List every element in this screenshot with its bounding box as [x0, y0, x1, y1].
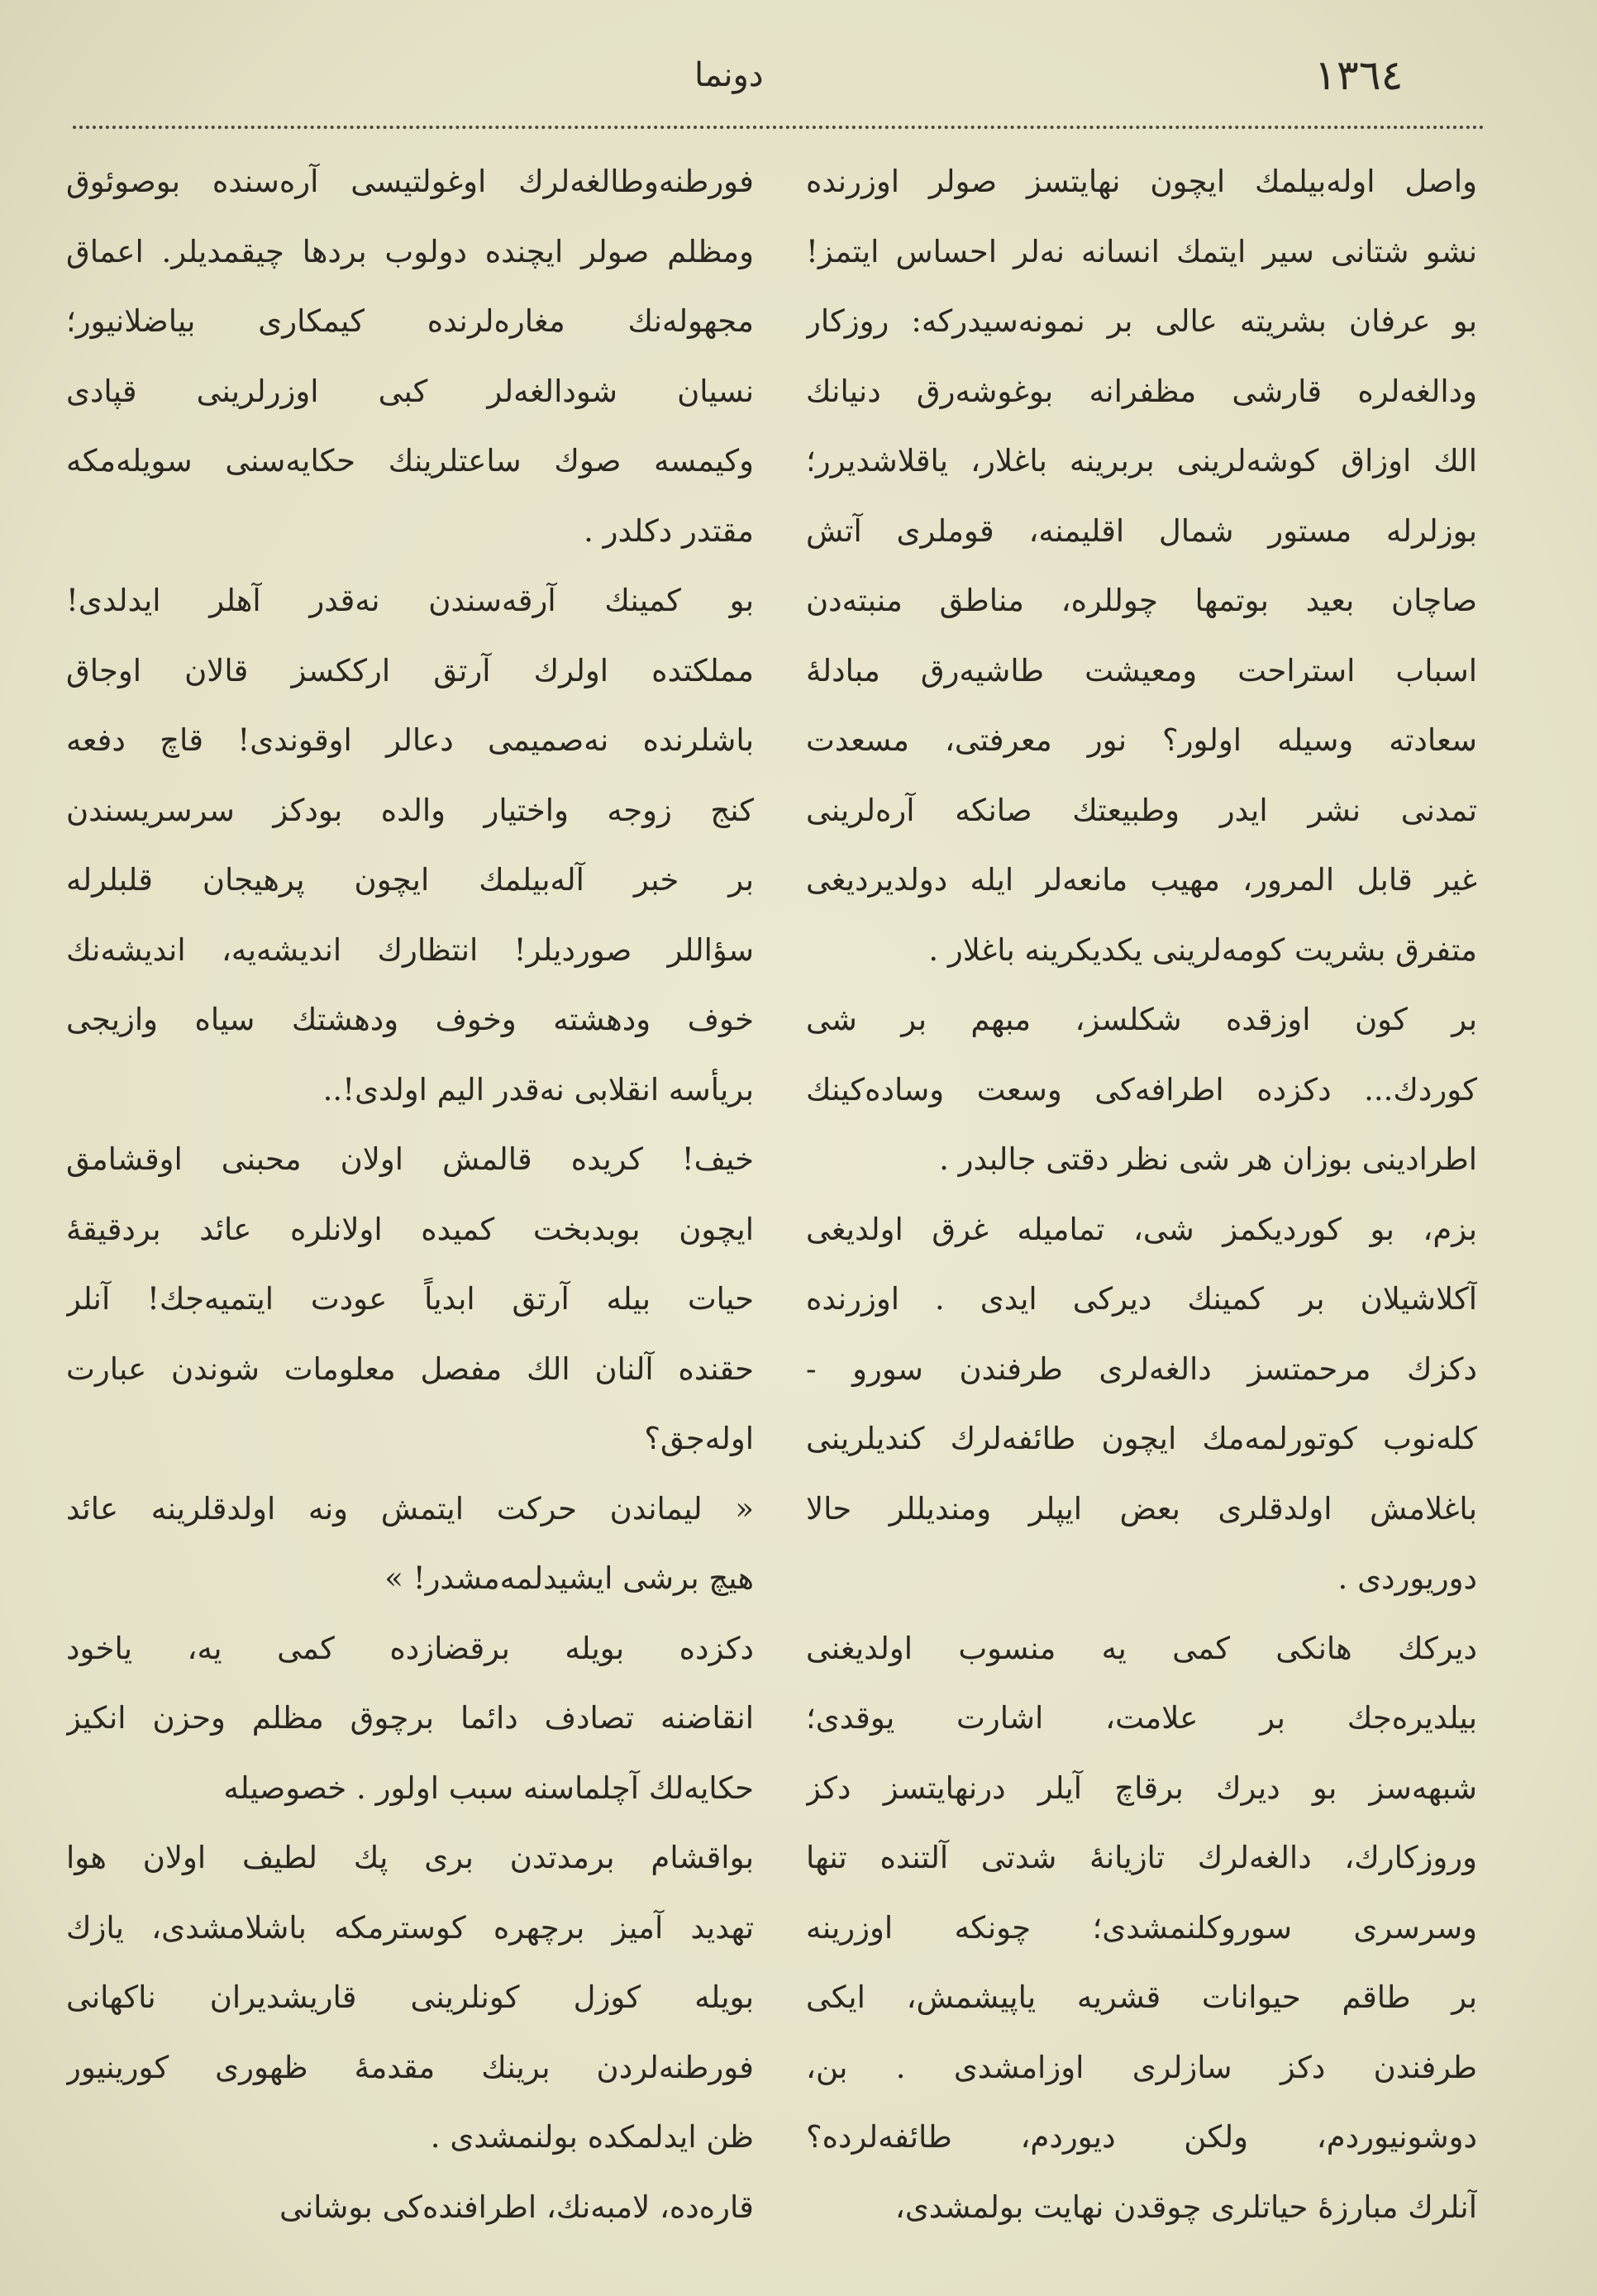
text-line: باغلامش اولدقلری بعض ایپلر ومندیللر حالا	[806, 1490, 1477, 1527]
text-line: دیرکك هانکی کمی یە منسوب اولدیغنی	[806, 1630, 1477, 1666]
left-text-column	[66, 147, 754, 2242]
text-line: کنج زوجە واختیار والدە بودکز سرسریسندن	[66, 792, 754, 828]
text-line: سؤاللر صوردیلر! انتظارك اندیشەیە، اندیشەنك	[66, 931, 754, 968]
text-line: بر طاقم حیوانات قشریە یاپیشمش، ایکی	[806, 1979, 1477, 2015]
text-line: حکایەلك آچلماسنە سبب اولور . خصوصیلە	[223, 1770, 754, 1806]
text-line: تمدنی نشر ایدر وطبیعتك صانكە آرەلرینی	[806, 792, 1477, 828]
text-line: اسباب استراحت ومعیشت طاشیەرق مبادلۀ	[806, 652, 1477, 688]
page-number: ١٣٦٤	[1314, 51, 1404, 99]
running-title: دونما	[694, 56, 764, 94]
text-line: خوف ودهشتە وخوف ودهشتك سیاه وازیجی	[66, 1002, 754, 1037]
text-line: وکیمسە صوك ساعتلرینك حکایەسنی سویلەمکە	[66, 443, 754, 479]
text-line: بیلدیرەجك بر علامت، اشارت یوقدی؛	[806, 1700, 1477, 1736]
text-line: بر کون اوزقدە شکلسز، مبهم بر شی	[806, 1002, 1477, 1037]
text-line: اولەجق؟	[644, 1421, 754, 1456]
text-line: آکلاشیلان بر کمینك دیرکی ایدی . اوزرندە	[806, 1281, 1477, 1317]
text-line: شبهەسز بو دیرك برقاچ آیلر درنهایتسز دکز	[806, 1770, 1477, 1806]
text-line: بویلە کوزل کونلرینی قاریشدیران ناکهانی	[66, 1979, 754, 2015]
text-line: مملکتدە اولرك آرتق ارککسز قالان اوجاق	[66, 652, 754, 688]
right-text-column	[806, 147, 1477, 2242]
text-line: الك اوزاق کوشەلرینی بربرینە باغلار، یاقلاشدیرر؛	[806, 443, 1477, 479]
text-line: دکزدە بویلە برقضازدە کمی یە، یاخود	[66, 1630, 754, 1666]
text-line: باشلرندە نەصمیمی دعالر اوقوندی! قاچ دفعە	[66, 722, 754, 758]
text-line: ظن ایدلمکدە بولنمشدی .	[430, 2119, 754, 2155]
text-line: قارەدە، لامبەنك، اطرافندەکی بوشانی	[279, 2189, 754, 2225]
text-line: متفرق بشریت کومەلرینی یکدیکرینە باغلار .	[928, 931, 1477, 968]
text-line: سعادتە وسیلە اولور؟ نور معرفتی، مسعدت	[806, 722, 1477, 758]
text-line: مجهولەنك مغارەلرندە کیمکاری بیاضلانیور؛	[66, 303, 754, 339]
text-line: « لیماندن حرکت ایتمش ونە اولدقلرینە عائد	[66, 1490, 754, 1527]
text-line: ومظلم صولر ایچندە دولوب بردها چیقمدیلر. اعماق	[66, 233, 754, 269]
text-line: بواقشام برمدتدن بری پك لطیف اولان هوا	[66, 1840, 754, 1875]
text-line: صاچان بعید بوتمها چوللرە، مناطق منبتەدن	[806, 583, 1477, 618]
text-line: اطرادینی بوزان هر شی نظر دقتی جالبدر .	[939, 1141, 1477, 1177]
text-line: کلەنوب کوتورلمەمك ایچون طائفەلرك کندیلرینی	[806, 1421, 1477, 1456]
text-line: غیر قابل المرور، مهیب مانعەلر ایلە دولدیردیغی	[806, 862, 1477, 898]
text-line: بر خبر آلەبیلمك ایچون پرهیجان قلبلرلە	[66, 862, 754, 898]
text-line: مقتدر دکلدر .	[584, 512, 754, 549]
text-line: نشو شتانی سیر ایتمك انسانە نەلر احساس ایتمز!	[806, 233, 1477, 269]
text-line: آنلرك مبارزۀ حیاتلری چوقدن نهایت بولمشدی،	[894, 2189, 1477, 2225]
text-line: بو کمینك آرقەسندن نەقدر آهلر ایدلدی!	[66, 583, 754, 618]
text-line: ودالغەلرە قارشی مظفرانە بوغوشەرق دنیانك	[806, 373, 1477, 409]
text-line: بوزلرلە مستور شمال اقلیمنە، قوملری آتش	[806, 512, 1477, 549]
text-line: نسیان شودالغەلر کبی اوزرلرینی قپادی	[66, 373, 754, 409]
text-line: دوشونیوردم، ولكن دیوردم، طائفەلردە؟	[806, 2119, 1477, 2155]
text-line: فورطنەوطالغەلرك اوغولتیسی آرەسندە بوصوئوق	[66, 164, 754, 199]
text-line: وسرسری سوروکلنمشدی؛ چونكە اوزرینە	[806, 1909, 1477, 1946]
text-line: خیف! کریدە قالمش اولان محبنی اوقشامق	[66, 1141, 754, 1177]
text-line: بریأسە انقلابی نەقدر الیم اولدی!..	[322, 1071, 754, 1108]
text-line: بو عرفان بشریتە عالی بر نمونەسیدرکە: روزکار	[806, 303, 1477, 339]
text-line: تهدید آمیز برچهرە کوسترمکە باشلامشدی، یازك	[66, 1909, 754, 1946]
text-line: واصل اولەبیلمك ایچون نهایتسز صولر اوزرندە	[806, 164, 1477, 199]
text-line: کوردك... دکزدە اطرافەکی وسعت وسادەکینك	[806, 1071, 1477, 1108]
text-line: حیات بیلە آرتق ابدیاً عودت ایتمیەجك! آنلر	[66, 1281, 754, 1317]
header-dotted-rule	[73, 126, 1485, 129]
text-line: هیچ برشی ایشیدلمەمشدر! »	[384, 1560, 754, 1596]
text-line: ایچون بوبدبخت کمیدە اولانلرە عائد بردقیقۀ	[66, 1211, 754, 1247]
text-line: بزم، بو کوردیکمز شی، تمامیلە غرق اولدیغی	[806, 1211, 1477, 1247]
text-line: دوریوردی .	[1337, 1560, 1477, 1596]
text-line: دکزك مرحمتسز دالغەلری طرفندن سورو -	[806, 1350, 1477, 1387]
text-line: فورطنەلردن برینك مقدمۀ ظهوری کورینیور	[66, 2049, 754, 2085]
text-line: طرفندن دکز سازلری اوزامشدی . بن،	[806, 2049, 1477, 2085]
text-line: انقاضنە تصادف دائما برچوق مظلم وحزن انکیز	[66, 1700, 754, 1736]
text-line: حقندە آلنان الك مفصل معلومات شوندن عبارت	[66, 1350, 754, 1387]
text-line: وروزکارك، دالغەلرك تازیانۀ شدتی آلتندە تنها	[806, 1840, 1477, 1875]
